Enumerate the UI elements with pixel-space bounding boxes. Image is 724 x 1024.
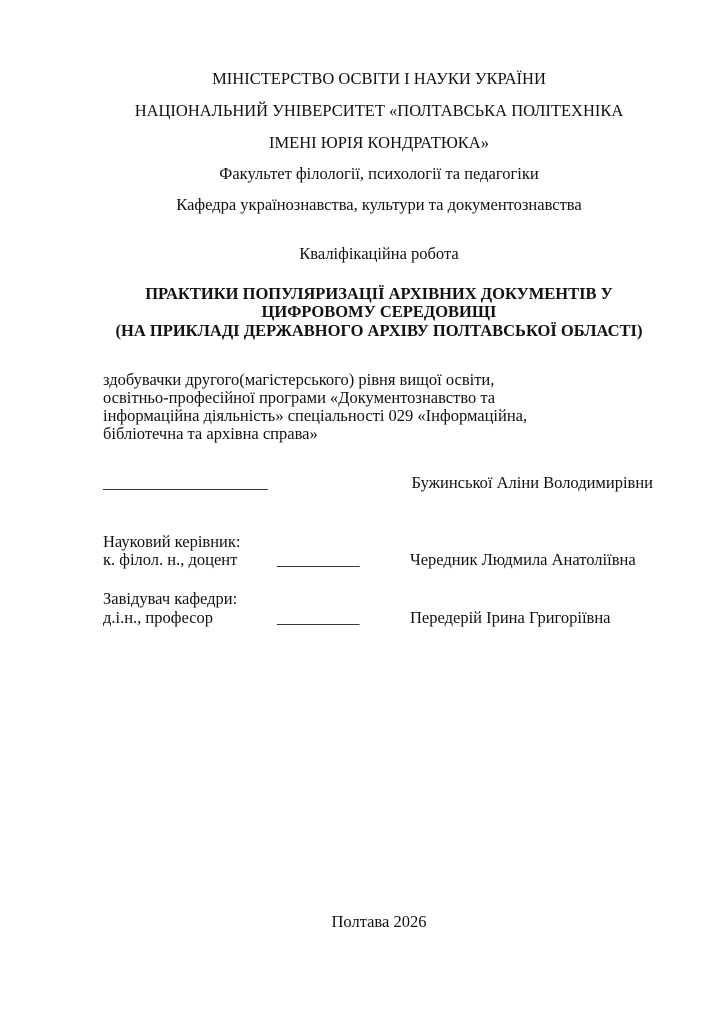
head-signature-line: __________ — [277, 608, 360, 627]
student-info-line: інформаційна діяльність» спеціальності 029 «Інформаційна, — [103, 406, 528, 425]
supervisor-role: Науковий керівник: — [103, 532, 241, 551]
city-year: Полтава 2026 — [331, 912, 427, 931]
faculty: Факультет філології, психології та педагогіки — [219, 164, 539, 183]
supervisor-name: Чередник Людмила Анатоліївна — [410, 550, 636, 569]
title-line-3: (НА ПРИКЛАДІ ДЕРЖАВНОГО АРХІВУ ПОЛТАВСЬКОЇ ОБЛАСТІ) — [115, 321, 643, 340]
student-name: Бужинської Аліни Володимирівни — [411, 473, 653, 492]
university-line-1: НАЦІОНАЛЬНИЙ УНІВЕРСИТЕТ «ПОЛТАВСЬКА ПОЛІТЕХНІКА — [134, 101, 624, 120]
head-name: Передерій Ірина Григоріївна — [410, 608, 611, 627]
title-line-1: ПРАКТИКИ ПОПУЛЯРИЗАЦІЇ АРХІВНИХ ДОКУМЕНТІВ У — [145, 284, 613, 303]
work-type: Кваліфікаційна робота — [299, 244, 459, 263]
student-info-line: освітньо-професійної програми «Документознавство та — [103, 388, 496, 407]
student-signature-line: ____________________ — [103, 473, 268, 492]
ministry-heading: МІНІСТЕРСТВО ОСВІТИ І НАУКИ УКРАЇНИ — [212, 69, 546, 88]
supervisor-degree: к. філол. н., доцент — [103, 550, 238, 569]
student-info-line: бібліотечна та архівна справа» — [103, 424, 318, 443]
head-degree: д.і.н., професор — [103, 608, 214, 627]
department: Кафедра українознавства, культури та документознавства — [176, 195, 582, 214]
title-line-2: ЦИФРОВОМУ СЕРЕДОВИЩІ — [261, 302, 497, 321]
university-line-2: ІМЕНІ ЮРІЯ КОНДРАТЮКА» — [269, 133, 489, 152]
head-role: Завідувач кафедри: — [103, 589, 238, 608]
student-info-line: здобувачки другого(магістерського) рівня вищої освіти, — [103, 370, 495, 389]
supervisor-signature-line: __________ — [277, 550, 360, 569]
